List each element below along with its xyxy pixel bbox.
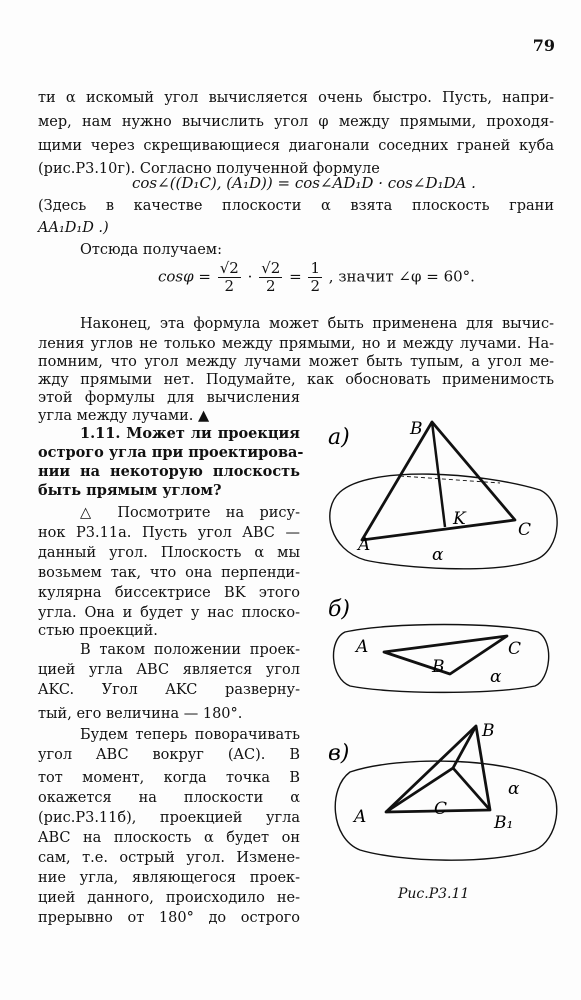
text-line: (Здесь в качестве плоскости α взята плоскость грани <box>38 198 554 214</box>
text-line: ABC на плоскость α будет он <box>38 830 300 846</box>
text-line: цией данного, происходило не- <box>38 890 300 906</box>
problem-heading: быть прямым углом? <box>38 482 222 499</box>
text-line: цией угла ABC является угол <box>38 662 300 678</box>
text-line: Наконец, эта формула может быть применена для вычис- <box>80 316 554 332</box>
text-line: В таком положении проек- <box>80 642 300 658</box>
text-line: этой формулы для вычисления <box>38 390 300 406</box>
text-line: прерывно от 180° до острого <box>38 910 300 926</box>
label-point-c: C <box>518 520 532 540</box>
fraction: $\frac{√2}{2}$ <box>261 259 281 295</box>
figure-caption: Рис.Р3.11 <box>398 886 470 902</box>
text-line: нок Р3.11а. Пусть угол ABC — <box>38 525 300 541</box>
label-point-b: B <box>432 657 445 677</box>
problem-heading: нии на некоторую плоскость <box>38 463 300 480</box>
text-line: тый, его величина — 180°. <box>38 706 243 722</box>
fraction: $\frac{1}{2}$ <box>310 259 320 295</box>
label-point-a: A <box>358 535 371 555</box>
label-point-b1: B₁ <box>494 813 514 833</box>
text-line: кулярна биссектрисе BK этого <box>38 585 300 601</box>
formula-cosine: cos∠((D₁C), (A₁D)) = cos∠AD₁D · cos∠D₁DA . <box>132 174 476 192</box>
label-v: в) <box>328 741 350 766</box>
text-line: щими через скрещивающиеся диагонали соседних граней куба <box>38 138 554 154</box>
text-line: угла между лучами. ▲ <box>38 408 210 424</box>
text-line: ние угла, являющегося проек- <box>38 870 300 886</box>
label-alpha: α <box>508 779 520 799</box>
formula-tail: , значит ∠φ = 60°. <box>328 267 475 286</box>
text-line: окажется на плоскости α <box>38 790 300 806</box>
formula-result <box>158 260 475 295</box>
triangle-abc-flat <box>384 636 507 674</box>
equals-sign: = <box>289 267 302 286</box>
dot-operator: · <box>247 267 253 286</box>
text-line: Отсюда получаем: <box>80 242 222 258</box>
label-point-c: C <box>508 639 522 659</box>
text-line: (рис.Р3.10г). Согласно полученной формуле <box>38 161 380 177</box>
label-point-a: A <box>356 637 369 657</box>
text-line: жду прямыми нет. Подумайте, как обосновать применимость <box>38 372 554 388</box>
label-alpha: α <box>432 545 444 565</box>
text-line: △ Посмотрите на рису- <box>80 505 300 521</box>
fraction: $\frac{√2}{2}$ <box>219 259 239 295</box>
figure-p3-11 <box>310 410 570 900</box>
text-line: угла. Она и будет у нас плоско- <box>38 605 300 621</box>
label-a: а) <box>328 425 350 450</box>
text-line: тот момент, когда точка B <box>38 770 300 786</box>
label-point-b: B <box>482 721 495 741</box>
text-line: возьмем так, что она перпенди- <box>38 565 300 581</box>
hidden-plane-edge <box>400 476 500 483</box>
label-point-k: K <box>453 509 466 529</box>
text-line: данный угол. Плоскость α мы <box>38 545 300 561</box>
text-line: AA₁D₁D .) <box>38 220 109 236</box>
page-number: 79 <box>532 36 555 55</box>
text-line: помним, что угол между лучами может быть тупым, а угол ме- <box>38 354 554 370</box>
text-line: ти α искомый угол вычисляется очень быстро. Пусть, напри- <box>38 90 554 106</box>
label-alpha: α <box>490 667 502 687</box>
label-point-b: B <box>410 419 423 439</box>
label-point-a: A <box>354 807 367 827</box>
text-line: AKC. Угол AKC разверну- <box>38 682 300 698</box>
problem-heading: острого угла при проектирова- <box>38 444 304 461</box>
formula-lhs: cosφ = <box>158 267 211 286</box>
label-b: б) <box>328 597 351 622</box>
text-line: мер, нам нужно вычислить угол φ между прямыми, проходя- <box>38 114 554 130</box>
text-line: (рис.Р3.11б), проекцией угла <box>38 810 300 826</box>
text-line: Будем теперь поворачивать <box>80 727 300 743</box>
text-line: угол ABC вокруг (AC). В <box>38 747 300 763</box>
text-line: стью проекций. <box>38 623 158 639</box>
problem-heading: 1.11. Может ли проекция <box>80 425 300 442</box>
label-point-c: C <box>434 799 448 819</box>
text-line: сам, т.е. острый угол. Измене- <box>38 850 300 866</box>
text-line: ления углов не только между прямыми, но и между лучами. На- <box>38 336 554 352</box>
